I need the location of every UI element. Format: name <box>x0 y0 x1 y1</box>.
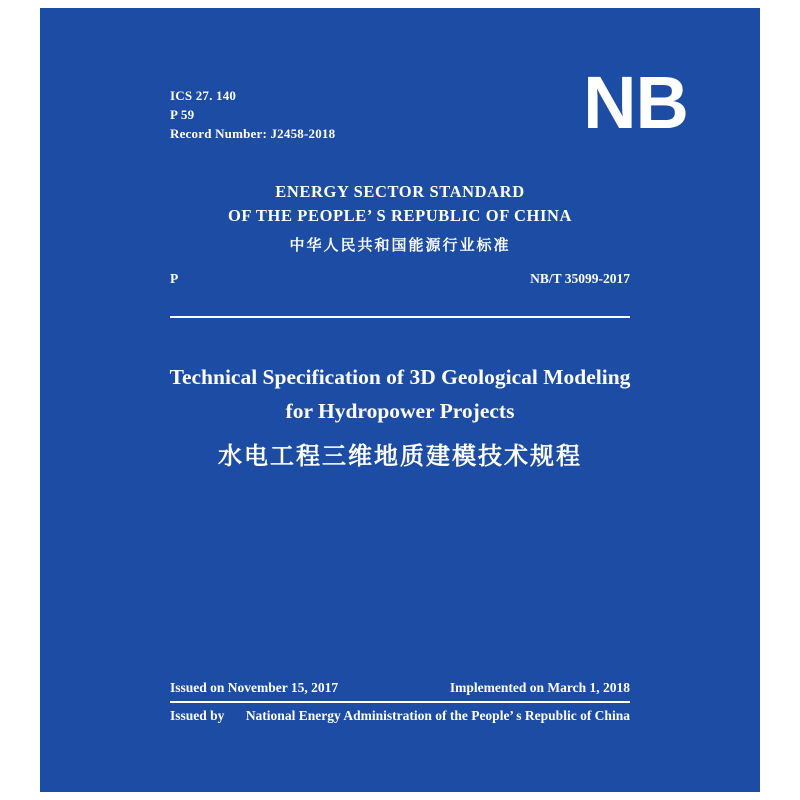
title-cn: 水电工程三维地质建模技术规程 <box>218 442 582 470</box>
issued-on-date: Issued on November 15, 2017 <box>170 680 339 695</box>
standard-line-cn: 中华人民共和国能源行业标准 <box>289 236 511 254</box>
issued-by-label: Issued by <box>170 708 225 723</box>
classification-code: P 59 <box>170 107 195 122</box>
record-number: Record Number: J2458-2018 <box>170 126 336 141</box>
standard-heading <box>40 180 760 258</box>
standard-number: NB/T 35099-2017 <box>530 271 630 286</box>
dates-row <box>170 680 630 696</box>
title-block <box>110 360 690 476</box>
standard-cover <box>40 8 760 792</box>
standard-line-en-2: OF THE PEOPLE’ S REPUBLIC OF CHINA <box>227 206 573 225</box>
divider-bottom <box>170 701 630 703</box>
standard-line-en-1: ENERGY SECTOR STANDARD <box>275 182 525 201</box>
issuer-row <box>40 708 760 724</box>
ics-code: ICS 27. 140 <box>170 88 237 103</box>
identification-block <box>170 86 335 143</box>
standard-code-row <box>170 271 630 287</box>
category-letter: P <box>170 271 179 286</box>
implemented-on-date: Implemented on March 1, 2018 <box>449 680 630 695</box>
divider-top <box>170 316 630 318</box>
title-en-line-2: for Hydropower Projects <box>285 399 515 423</box>
title-en-line-1: Technical Specification of 3D Geological Modeling <box>169 365 631 389</box>
nb-logo: NB <box>583 61 688 144</box>
issuer-name: National Energy Administration of the People’ s Republic of China <box>245 708 630 723</box>
